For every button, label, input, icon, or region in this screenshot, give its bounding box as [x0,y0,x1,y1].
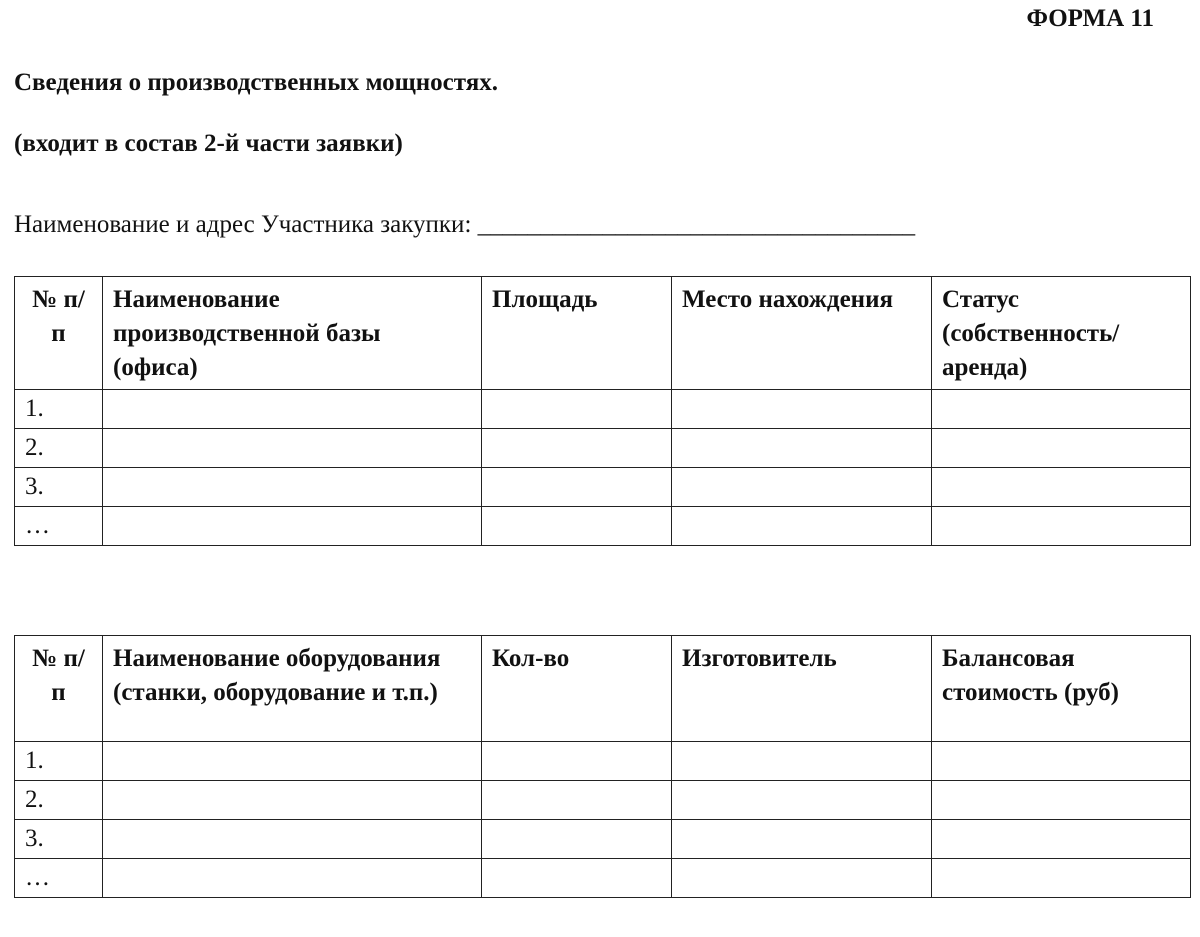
status-cell[interactable] [932,468,1191,507]
location-cell[interactable] [672,390,932,429]
column-header-book-value: Балансовая стоимость (руб) [932,636,1191,742]
table-row [15,429,1191,468]
row-number: 1. [15,390,103,429]
column-header-status: Статус (собственность/ аренда) [932,277,1191,390]
row-number: 2. [15,781,103,820]
area-cell[interactable] [482,390,672,429]
column-header-number: № п/п [15,277,103,390]
participant-field [14,210,915,240]
quantity-cell[interactable] [482,742,672,781]
column-header-location: Место нахождения [672,277,932,390]
participant-blank-line: ___________________________________ [477,211,916,238]
equipment-header-row [15,636,1191,742]
table-row [15,781,1191,820]
location-cell[interactable] [672,429,932,468]
table-row [15,390,1191,429]
status-cell[interactable] [932,429,1191,468]
area-cell[interactable] [482,429,672,468]
table-row [15,859,1191,898]
table-row [15,507,1191,546]
equipment-name-cell[interactable] [103,742,482,781]
quantity-cell[interactable] [482,820,672,859]
column-header-quantity: Кол-во [482,636,672,742]
column-header-equipment-name: Наименование оборудования (станки, оборудование и т.п.) [103,636,482,742]
document-title: Сведения о производственных мощностях. [14,69,498,96]
row-number: 3. [15,820,103,859]
document-subtitle: (входит в состав 2-й части заявки) [14,130,403,157]
facility-name-cell[interactable] [103,507,482,546]
row-number: 3. [15,468,103,507]
form-number: ФОРМА 11 [1026,5,1154,32]
status-cell[interactable] [932,390,1191,429]
quantity-cell[interactable] [482,781,672,820]
location-cell[interactable] [672,507,932,546]
table-row [15,742,1191,781]
book-value-cell[interactable] [932,742,1191,781]
participant-label: Наименование и адрес Участника закупки: [14,211,472,238]
book-value-cell[interactable] [932,820,1191,859]
row-number: … [15,859,103,898]
area-cell[interactable] [482,468,672,507]
facility-name-cell[interactable] [103,468,482,507]
table-row [15,468,1191,507]
manufacturer-cell[interactable] [672,820,932,859]
column-header-manufacturer: Изготовитель [672,636,932,742]
area-cell[interactable] [482,507,672,546]
row-number: … [15,507,103,546]
column-header-facility-name: Наименование производственной базы (офиса) [103,277,482,390]
facilities-header-row [15,277,1191,390]
row-number: 2. [15,429,103,468]
table-row [15,820,1191,859]
equipment-name-cell[interactable] [103,820,482,859]
manufacturer-cell[interactable] [672,859,932,898]
facility-name-cell[interactable] [103,390,482,429]
status-cell[interactable] [932,507,1191,546]
manufacturer-cell[interactable] [672,742,932,781]
facility-name-cell[interactable] [103,429,482,468]
equipment-table [14,635,1191,898]
book-value-cell[interactable] [932,859,1191,898]
row-number: 1. [15,742,103,781]
quantity-cell[interactable] [482,859,672,898]
location-cell[interactable] [672,468,932,507]
equipment-name-cell[interactable] [103,859,482,898]
manufacturer-cell[interactable] [672,781,932,820]
column-header-number: № п/п [15,636,103,742]
book-value-cell[interactable] [932,781,1191,820]
equipment-name-cell[interactable] [103,781,482,820]
column-header-area: Площадь [482,277,672,390]
facilities-table [14,276,1191,546]
